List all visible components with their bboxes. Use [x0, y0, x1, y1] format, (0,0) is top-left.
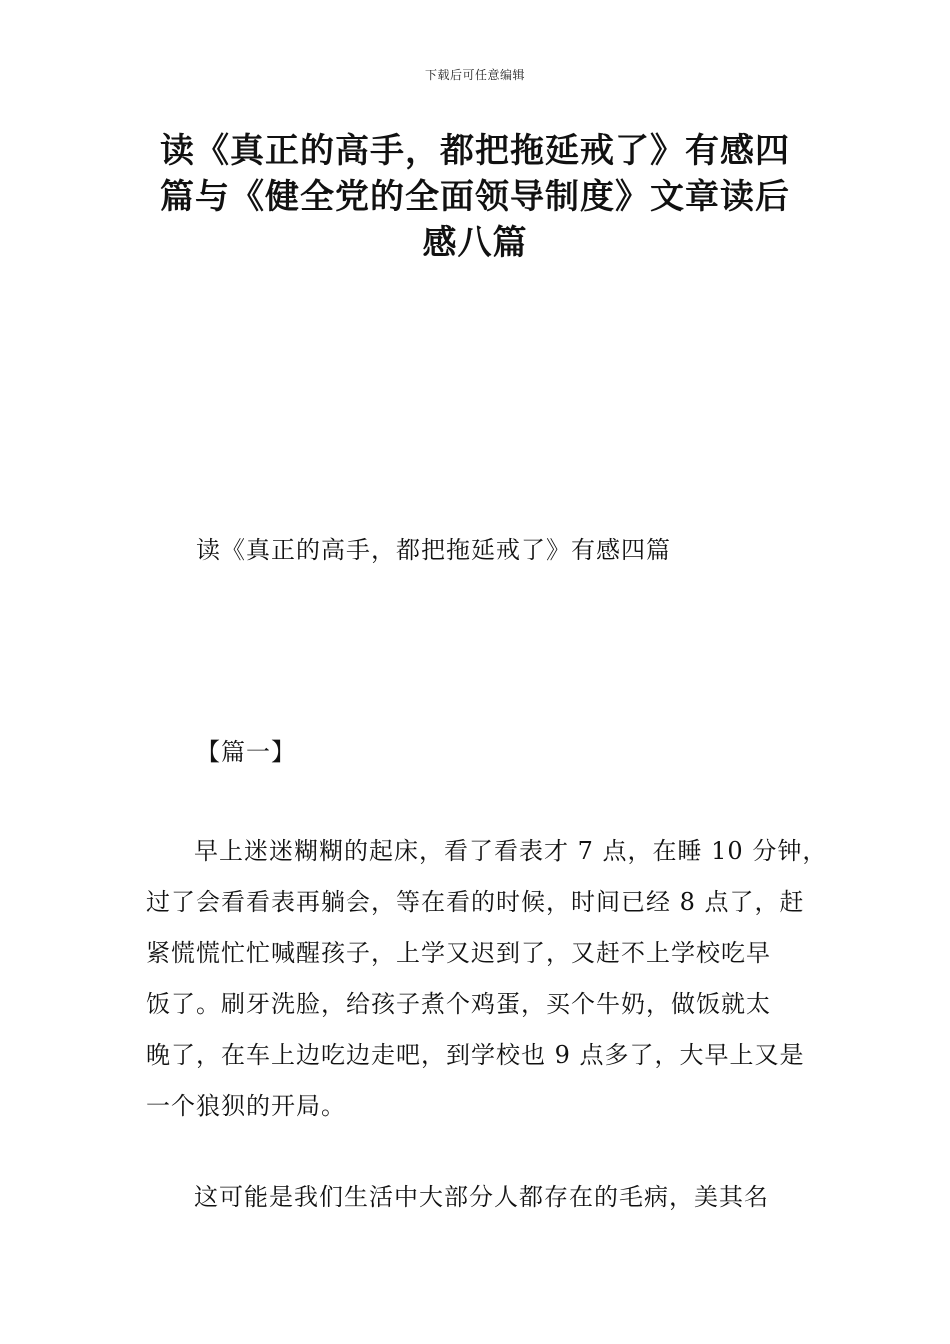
title-line: 读《真正的高手，都把拖延戒了》有感四	[160, 131, 790, 171]
paragraph-line: 早上迷迷糊糊的起床，看了看表才 7 点，在睡 10 分钟，	[194, 837, 828, 865]
download-note: 下载后可任意编辑	[424, 68, 525, 82]
paragraph-line: 饭了。刷牙洗脸，给孩子煮个鸡蛋，买个牛奶，做饭就太	[146, 990, 771, 1018]
paragraph-2	[146, 1172, 836, 1223]
section-heading: 读《真正的高手，都把拖延戒了》有感四篇	[196, 536, 671, 564]
title-line: 感八篇	[422, 223, 528, 263]
title-line: 篇与《健全党的全面领导制度》文章读后	[160, 177, 790, 217]
paragraph-line: 一个狼狈的开局。	[146, 1092, 346, 1120]
paragraph-1	[146, 826, 836, 1132]
document-title	[150, 128, 800, 266]
paragraph-line: 紧慌慌忙忙喊醒孩子，上学又迟到了，又赶不上学校吃早	[146, 939, 771, 967]
paragraph-line: 过了会看看表再躺会，等在看的时候，时间已经 8 点了，赶	[146, 888, 805, 916]
part-label: 【篇一】	[196, 738, 296, 766]
paragraph-line: 晚了，在车上边吃边走吧，到学校也 9 点多了，大早上又是	[146, 1041, 805, 1069]
paragraph-line: 这可能是我们生活中大部分人都存在的毛病，美其名	[194, 1183, 769, 1211]
